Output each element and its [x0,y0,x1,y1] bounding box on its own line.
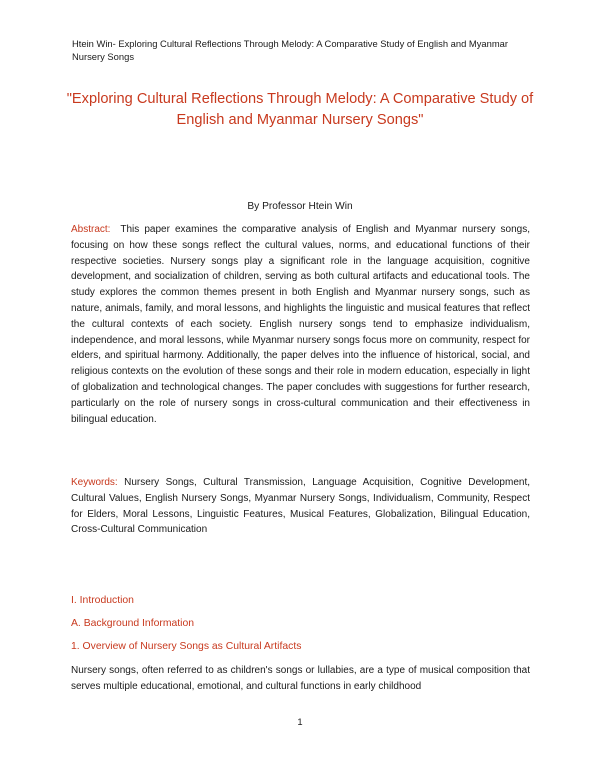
subsubsection-heading-overview: 1. Overview of Nursery Songs as Cultural Artifacts [71,641,302,652]
body-paragraph: Nursery songs, often referred to as children's songs or lullabies, are a type of musical composition that serves multiple educational, emotional, and cultural functions in early childhood [71,665,530,692]
subsection-heading-background: A. Background Information [71,618,195,629]
page-number: 1 [297,716,303,727]
section-heading-introduction: I. Introduction [71,595,134,606]
keywords-label: Keywords: [71,477,118,488]
author-byline: By Professor Htein Win [247,201,353,212]
abstract-label: Abstract: [71,224,111,235]
paper-title: "Exploring Cultural Reflections Through Melody: A Comparative Study of English and Myanmar Nursery Songs" [66,91,534,128]
keywords [71,475,530,538]
abstract-text: This paper examines the comparative analysis of English and Myanmar nursery songs, focusing on how these songs reflect the cultural values, norms, and educational functions of their respective societies. Nursery songs play a significant role in the language acquisition, cognitive development, and socialization of children, serving as both cultural artifacts and educational tools. The study explores the common themes present in both English and Myanmar nursery songs, such as nature, animals, family, and moral lessons, and highlights the linguistic and musical features that reflect the cultural contexts of each society. English nursery songs tend to emphasize individualism, independence, and moral lessons, while Myanmar nursery songs focus more on community, respect for elders, and spiritual harmony. Additionally, the paper delves into the influence of historical, social, and religious contexts on the evolution of these songs and their role in modern education, especially in light of globalization and technological changes. The paper concludes with suggestions for further research, particularly on the role of nursery songs in cross-cultural communication and their effectiveness in bilingual education. [71,224,530,425]
running-header: Htein Win- Exploring Cultural Reflections Through Melody: A Comparative Study of English and Myanmar Nursery Songs [72,38,508,62]
keywords-text: Nursery Songs, Cultural Transmission, Language Acquisition, Cognitive Development, Cultural Values, English Nursery Songs, Myanmar Nursery Songs, Individualism, Community, Respect for Elders, Moral Lessons, Linguistic Features, Musical Features, Globalization, Bilingual Education, Cross-Cultural Communication [71,477,530,536]
abstract [71,222,530,427]
